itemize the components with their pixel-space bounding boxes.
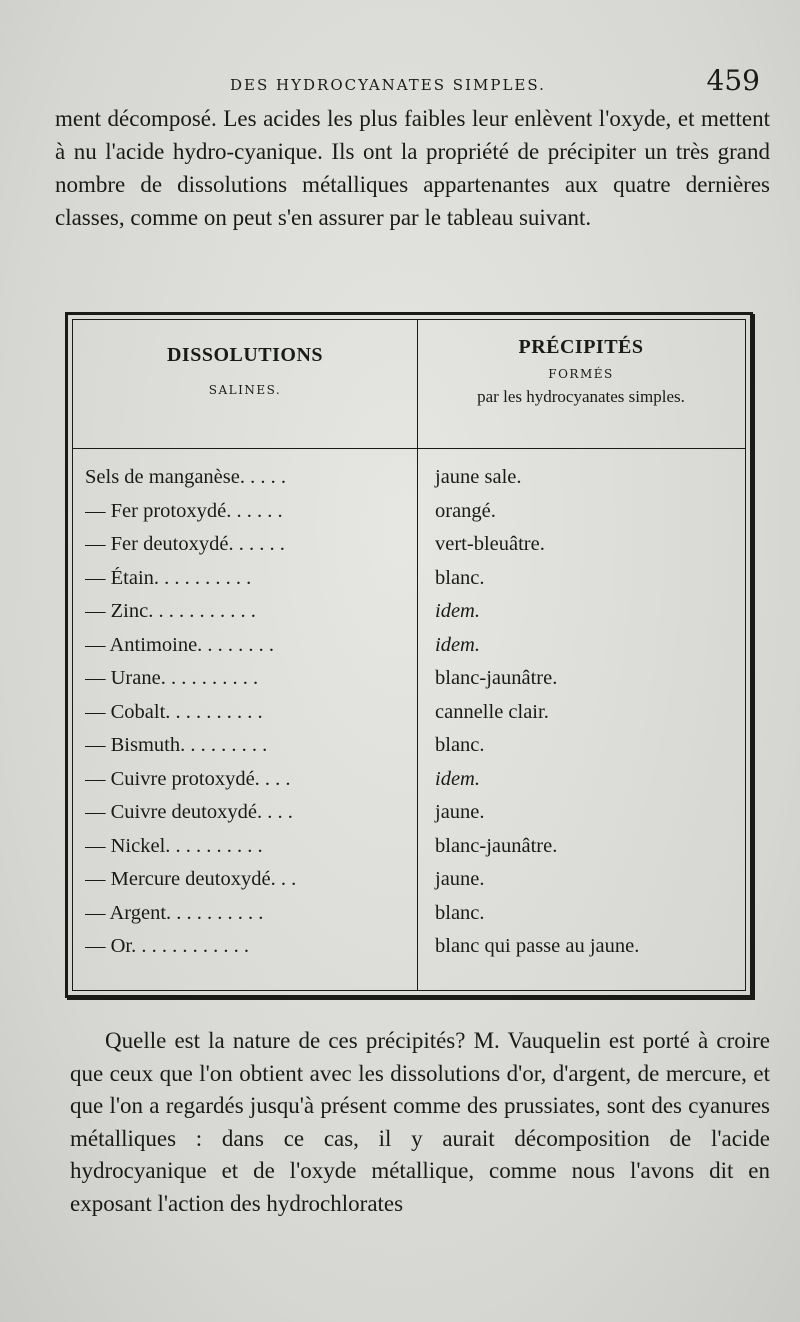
solution-cell: — Bismuth. . . . . . . . .	[85, 734, 268, 756]
solution-cell: — Étain. . . . . . . . . .	[85, 566, 252, 589]
table-row	[73, 835, 745, 869]
precipitate-cell: blanc qui passe au jaune.	[435, 935, 640, 957]
table-row	[73, 533, 745, 567]
solution-cell: Sels de manganèse. . . . .	[85, 466, 286, 488]
header-divider	[73, 448, 745, 449]
intro-paragraph: ment décomposé. Les acides les plus faibles leur enlèvent l'oxyde, et mettent à nu l'acide hydro-cyanique. Ils ont la propriété de précipiter un très grand nombre de dissolutions métalliques appartenantes aux quatre dernières classes, comme on peut s'en assurer par le tableau suivant.	[55, 106, 770, 230]
precipitates-table	[65, 312, 753, 998]
table-row	[73, 868, 745, 902]
table-row	[73, 500, 745, 534]
table-inner-border	[72, 319, 746, 991]
left-header-subtitle: SALINES.	[208, 383, 282, 397]
precipitate-cell: jaune sale.	[435, 466, 522, 488]
solution-cell: — Or. . . . . . . . . . . .	[85, 935, 249, 957]
precipitate-cell: blanc.	[435, 901, 485, 924]
left-column-header	[73, 320, 417, 448]
precipitate-cell: vert-bleuâtre.	[435, 533, 545, 555]
solution-cell: — Fer deutoxydé. . . . . .	[85, 533, 285, 555]
table-row	[73, 567, 745, 601]
solution-cell: — Urane. . . . . . . . . .	[85, 667, 259, 689]
table-row	[73, 600, 745, 634]
precipitate-cell: blanc.	[435, 566, 485, 589]
solution-cell: — Mercure deutoxydé. . .	[85, 868, 297, 890]
solution-cell: — Cuivre deutoxydé. . . .	[85, 801, 293, 823]
closing-paragraph-text: Quelle est la nature de ces précipités? M. Vauquelin est porté à croire que ceux que l'on obtient avec les dissolutions d'or, d'argent, de mercure, et que l'on a regardés jusqu'à présent comme des prussiates, sont des cyanures métalliques : dans ce cas, il y aurait décomposition de l'acide hydrocyanique et de l'oxyde métallique, comme nous l'avons dit en exposant l'action des hydrochlorates	[70, 1028, 770, 1216]
solution-cell: — Cobalt. . . . . . . . . .	[85, 700, 263, 723]
page-number: 459	[706, 64, 760, 97]
precipitate-cell: jaune.	[435, 801, 485, 823]
solution-cell: — Zinc. . . . . . . . . . .	[85, 600, 256, 622]
table-row	[73, 634, 745, 668]
precipitate-cell: orangé.	[435, 499, 496, 522]
table-row	[73, 667, 745, 701]
right-header-subtitle: FORMÉS	[548, 367, 614, 381]
closing-paragraph	[70, 1025, 770, 1220]
table-row	[73, 734, 745, 768]
solution-cell: — Argent. . . . . . . . . .	[85, 901, 264, 924]
running-head: DES HYDROCYANATES SIMPLES.	[230, 76, 546, 94]
table-row	[73, 701, 745, 735]
precipitate-cell: jaune.	[435, 868, 485, 890]
right-header-title: PRÉCIPITÉS	[518, 336, 644, 358]
solution-cell: — Fer protoxydé. . . . . .	[85, 499, 283, 522]
page-header	[60, 64, 760, 100]
table-row	[73, 935, 745, 969]
table-row	[73, 768, 745, 802]
table-row	[73, 466, 745, 500]
solution-cell: — Antimoine. . . . . . . .	[85, 633, 275, 656]
right-column-header	[417, 320, 745, 448]
solution-cell: — Cuivre protoxydé. . . .	[85, 767, 291, 790]
right-header-detail: par les hydrocyanates simples.	[477, 387, 685, 406]
solution-cell: — Nickel. . . . . . . . . .	[85, 834, 263, 857]
table-body	[73, 466, 745, 969]
precipitate-cell: blanc-jaunâtre.	[435, 667, 558, 689]
precipitate-cell: idem.	[435, 633, 480, 656]
precipitate-cell: idem.	[435, 600, 480, 622]
table-row	[73, 902, 745, 936]
precipitate-cell: idem.	[435, 767, 480, 790]
table-row	[73, 801, 745, 835]
precipitate-cell: cannelle clair.	[435, 700, 549, 723]
precipitate-cell: blanc-jaunâtre.	[435, 834, 558, 857]
precipitate-cell: blanc.	[435, 734, 485, 756]
left-header-title: DISSOLUTIONS	[166, 344, 324, 366]
